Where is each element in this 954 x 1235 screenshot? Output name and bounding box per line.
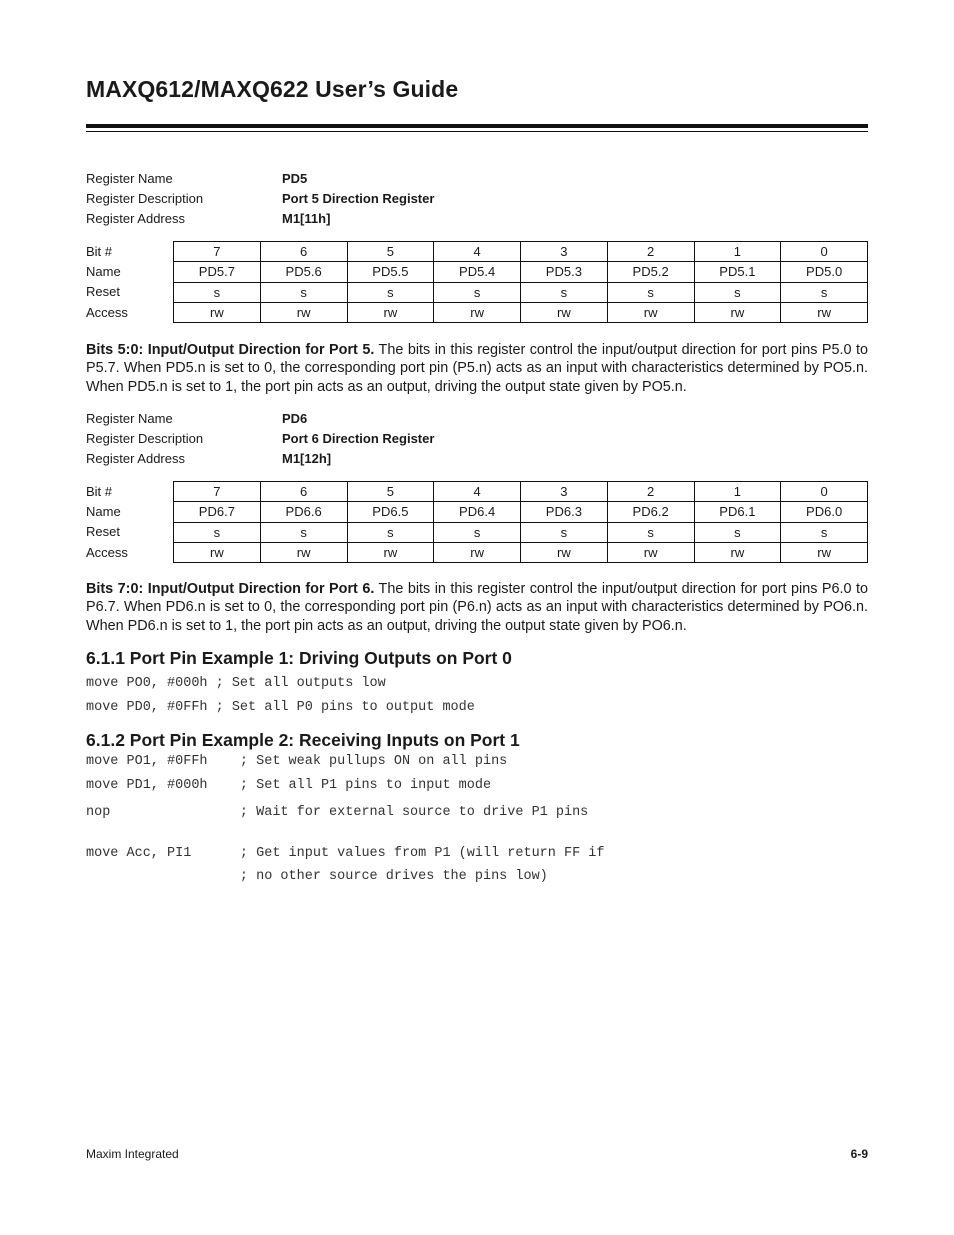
bit-reset-cell: s [260, 522, 347, 542]
footer-company: Maxim Integrated [86, 1147, 179, 1161]
bit-access-cell: rw [694, 302, 781, 322]
register-description-label: Register Description [86, 190, 204, 206]
code-line: move PO1, #0FFh ; Set weak pullups ON on all pins [86, 754, 508, 769]
bit-cell: 0 [781, 482, 868, 502]
bit-name-cell: PD5.1 [694, 262, 781, 282]
bit-name-cell: PD5.2 [607, 262, 694, 282]
bit-name-cell: PD6.2 [607, 502, 694, 522]
code-line: move PD0, #0FFh ; Set all P0 pins to output mode [86, 700, 475, 715]
bit-name-cell: PD6.1 [694, 502, 781, 522]
bit-cell: 5 [347, 482, 434, 502]
bit-access-row [174, 302, 868, 322]
bit-name-cell: PD6.0 [781, 502, 868, 522]
bit-access-cell: rw [260, 542, 347, 562]
bit-reset-cell: s [781, 282, 868, 302]
bit-cell: 1 [694, 482, 781, 502]
register-name-value: PD5 [282, 170, 308, 186]
bit-number-row [174, 242, 868, 262]
bit-reset-row [174, 282, 868, 302]
row-label-bit: Bit # [86, 483, 113, 499]
bit-cell: 3 [521, 242, 608, 262]
bit-number-row [174, 482, 868, 502]
register-description-label: Register Description [86, 430, 204, 446]
bit-cell: 5 [347, 242, 434, 262]
bit-name-row [174, 502, 868, 522]
bit-cell: 6 [260, 242, 347, 262]
code-line: nop ; Wait for external source to drive P1 pins [86, 805, 589, 820]
pd5-register-info [86, 168, 486, 228]
bit-name-cell: PD5.4 [434, 262, 521, 282]
row-label-name: Name [86, 263, 121, 279]
bit-cell: 4 [434, 242, 521, 262]
bit-access-cell: rw [347, 542, 434, 562]
bit-reset-cell: s [781, 522, 868, 542]
pd5-description-heading: Bits 5:0: Input/Output Direction for Port 5. [86, 342, 375, 358]
bit-name-cell: PD5.6 [260, 262, 347, 282]
bit-access-cell: rw [434, 302, 521, 322]
pd6-description-text: The bits in this register control the input/output direction for port pins P6.0 to P6.7. When PD6.n is set to 0, the corresponding port pin (P6.n) acts as an input with characteristics determined by PO6.n. When PD6.n is set to 1, the port pin acts as an output, driving the output state given by PO6.n. [86, 581, 868, 634]
bit-reset-cell: s [260, 282, 347, 302]
header-rule-thin [86, 131, 868, 132]
bit-name-cell: PD6.4 [434, 502, 521, 522]
bit-reset-cell: s [347, 522, 434, 542]
pd6-register-info [86, 408, 486, 468]
bit-access-cell: rw [781, 542, 868, 562]
row-label-bit: Bit # [86, 243, 113, 259]
bit-access-cell: rw [521, 302, 608, 322]
bit-reset-cell: s [521, 282, 608, 302]
page-number: 6-9 [850, 1147, 868, 1161]
code-line: move Acc, PI1 ; Get input values from P1 (will return FF if [86, 846, 605, 861]
code-line: ; no other source drives the pins low) [86, 869, 548, 884]
register-address-value: M1[11h] [282, 210, 331, 226]
row-label-name: Name [86, 503, 121, 519]
bit-access-cell: rw [434, 542, 521, 562]
register-name-value: PD6 [282, 410, 308, 426]
bit-cell: 4 [434, 482, 521, 502]
bit-reset-row [174, 522, 868, 542]
row-label-access: Access [86, 544, 128, 560]
page-title: MAXQ612/MAXQ622 User’s Guide [86, 76, 459, 102]
bit-cell: 7 [174, 482, 261, 502]
row-label-reset: Reset [86, 284, 120, 300]
register-address-label: Register Address [86, 210, 185, 226]
row-label-access: Access [86, 304, 128, 320]
bit-name-cell: PD5.7 [174, 262, 261, 282]
bit-access-row [174, 542, 868, 562]
bit-cell: 3 [521, 482, 608, 502]
pd5-row-labels [86, 241, 172, 322]
bit-access-cell: rw [174, 302, 261, 322]
example2-heading: 6.1.2 Port Pin Example 2: Receiving Inputs on Port 1 [86, 730, 520, 750]
register-name-label: Register Name [86, 410, 173, 426]
pd5-description [86, 341, 868, 396]
bit-name-cell: PD6.6 [260, 502, 347, 522]
register-description-value: Port 6 Direction Register [282, 430, 435, 446]
bit-access-cell: rw [521, 542, 608, 562]
bit-reset-cell: s [434, 282, 521, 302]
bit-name-cell: PD6.3 [521, 502, 608, 522]
bit-reset-cell: s [434, 522, 521, 542]
register-address-value: M1[12h] [282, 450, 332, 466]
bit-name-cell: PD6.7 [174, 502, 261, 522]
bit-access-cell: rw [174, 542, 261, 562]
bit-name-cell: PD6.5 [347, 502, 434, 522]
bit-name-cell: PD5.5 [347, 262, 434, 282]
register-description-value: Port 5 Direction Register [282, 190, 435, 206]
pd6-bit-table [173, 481, 868, 563]
bit-reset-cell: s [174, 282, 261, 302]
header-rule-thick [86, 124, 868, 128]
bit-cell: 1 [694, 242, 781, 262]
bit-cell: 7 [174, 242, 261, 262]
bit-reset-cell: s [521, 522, 608, 542]
bit-access-cell: rw [694, 542, 781, 562]
pd6-description-heading: Bits 7:0: Input/Output Direction for Port 6. [86, 581, 375, 597]
bit-access-cell: rw [347, 302, 434, 322]
bit-reset-cell: s [174, 522, 261, 542]
bit-cell: 2 [607, 482, 694, 502]
bit-cell: 0 [781, 242, 868, 262]
bit-reset-cell: s [694, 522, 781, 542]
pd5-description-text: The bits in this register control the input/output direction for port pins P5.0 to P5.7. When PD5.n is set to 0, the corresponding port pin (P5.n) acts as an input with characteristics determined by PO5.n. When PD5.n is set to 1, the port pin acts as an output, driving the output state given by PO5.n. [86, 342, 868, 395]
bit-access-cell: rw [260, 302, 347, 322]
bit-name-cell: PD5.3 [521, 262, 608, 282]
code-line: move PO0, #000h ; Set all outputs low [86, 676, 386, 691]
bit-access-cell: rw [781, 302, 868, 322]
pd6-row-labels [86, 481, 172, 562]
bit-reset-cell: s [347, 282, 434, 302]
bit-reset-cell: s [607, 282, 694, 302]
row-label-reset: Reset [86, 524, 120, 540]
register-name-label: Register Name [86, 170, 173, 186]
bit-cell: 6 [260, 482, 347, 502]
bit-reset-cell: s [607, 522, 694, 542]
bit-access-cell: rw [607, 542, 694, 562]
code-line: move PD1, #000h ; Set all P1 pins to input mode [86, 778, 492, 793]
bit-access-cell: rw [607, 302, 694, 322]
bit-name-row [174, 262, 868, 282]
bit-name-cell: PD5.0 [781, 262, 868, 282]
example1-heading: 6.1.1 Port Pin Example 1: Driving Outputs on Port 0 [86, 648, 512, 668]
bit-reset-cell: s [694, 282, 781, 302]
pd6-description [86, 580, 868, 635]
pd5-bit-table [173, 241, 868, 323]
register-address-label: Register Address [86, 450, 185, 466]
bit-cell: 2 [607, 242, 694, 262]
